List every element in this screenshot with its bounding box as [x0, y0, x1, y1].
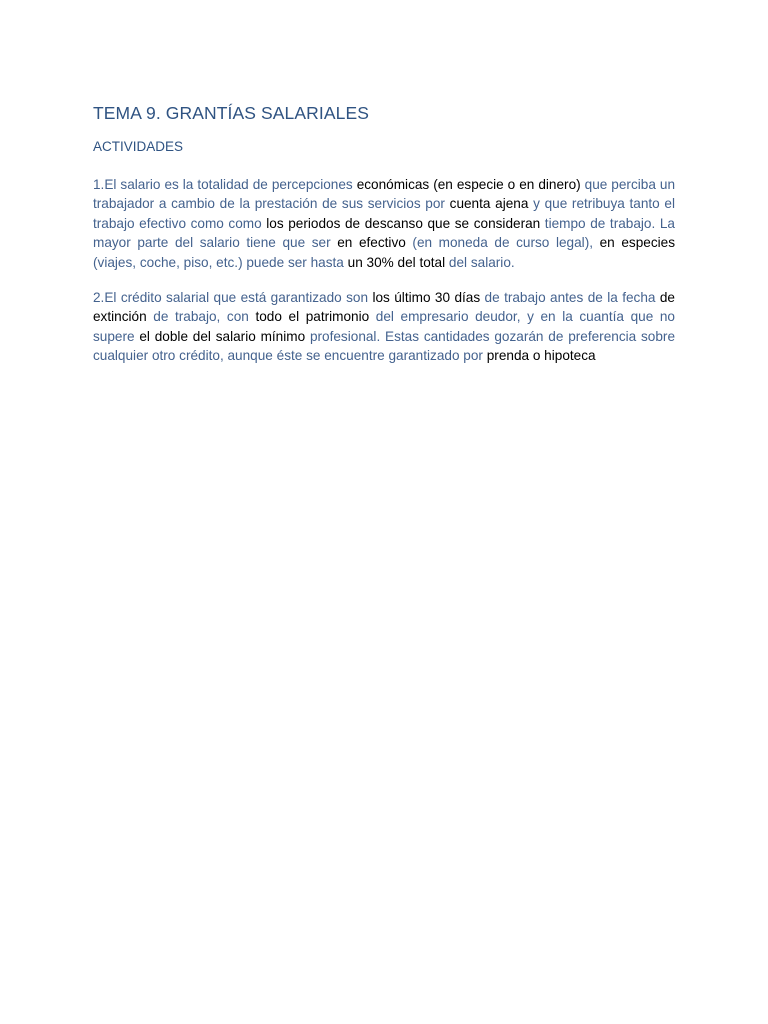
answer-text: un 30% del total: [347, 254, 446, 270]
paragraph-text: del salario.: [445, 254, 515, 270]
answer-text: los periodos de descanso que se consideran: [266, 215, 541, 231]
answer-text: el doble del salario mínimo: [139, 328, 306, 344]
document-content: [93, 100, 675, 366]
paragraph-text: (viajes, coche, piso, etc.) puede ser hasta: [93, 254, 348, 270]
answer-text: en especies: [599, 235, 675, 251]
answer-text: cuenta ajena: [449, 196, 529, 212]
answer-text: los último 30 días: [372, 290, 481, 306]
answer-text: en efectivo: [337, 235, 406, 251]
paragraph-2: [93, 288, 675, 366]
answer-text: prenda o hipoteca: [486, 348, 596, 364]
paragraph-text: 1.El salario es la totalidad de percepciones: [93, 177, 357, 192]
document-title: TEMA 9. GRANTÍAS SALARIALES: [93, 103, 369, 123]
answer-text: todo el patrimonio: [255, 309, 370, 325]
paragraph-text: y que retribuya tanto el trabajo efectivo como como: [93, 196, 675, 231]
paragraph-text: profesional. Estas cantidades gozarán de preferencia sobre cualquier otro crédito, aunque éste se encuentre garantizado por: [93, 328, 676, 364]
paragraph-text: 2.El crédito salarial que está garantizado son: [93, 290, 373, 306]
paragraph-text: de trabajo, con: [146, 309, 256, 325]
paragraph-text: del empresario deudor, y en la cuantía que no supere: [93, 309, 675, 344]
paragraph-text: tiempo de trabajo. La mayor parte del salario tiene que ser: [93, 215, 675, 251]
paragraph-1: [93, 175, 675, 272]
paragraph-text: (en moneda de curso legal),: [405, 235, 600, 251]
answer-text: de extinción: [93, 290, 675, 325]
section-heading: ACTIVIDADES: [93, 139, 184, 154]
paragraph-text: de trabajo antes de la fecha: [480, 290, 660, 306]
paragraph-text: que perciba un trabajador a cambio de la prestación de sus servicios por: [93, 177, 676, 212]
answer-text: económicas (en especie o en dinero): [356, 177, 581, 192]
